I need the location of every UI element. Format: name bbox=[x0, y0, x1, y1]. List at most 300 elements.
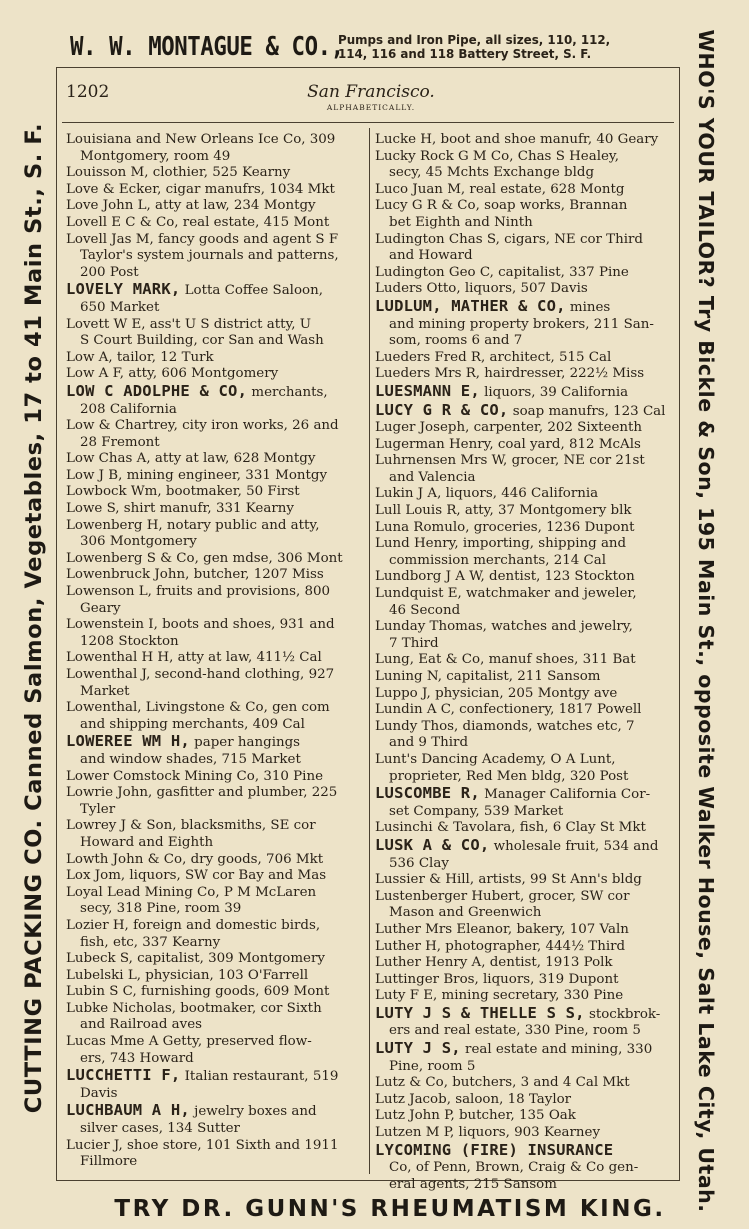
directory-entry bbox=[66, 700, 367, 733]
directory-entry bbox=[66, 584, 367, 617]
entry-first-line bbox=[66, 518, 319, 533]
entry-first-line bbox=[66, 732, 301, 751]
directory-entry bbox=[375, 922, 674, 939]
entry-text: Luco Juan M, real estate, 628 Montg bbox=[375, 181, 625, 197]
entry-first-line bbox=[66, 451, 315, 466]
directory-entry bbox=[66, 383, 367, 418]
entry-first-line bbox=[66, 1138, 338, 1153]
entry-bold-name: LYCOMING (FIRE) INSURANCE bbox=[375, 1140, 614, 1159]
entry-text: Luders Otto, liquors, 507 Davis bbox=[375, 281, 588, 297]
entry-text: Lunt's Dancing Academy, O A Lunt, bbox=[375, 751, 616, 767]
directory-entry bbox=[66, 769, 367, 786]
directory-entry bbox=[66, 501, 367, 518]
page-header bbox=[66, 82, 676, 122]
page-number: 1202 bbox=[66, 82, 110, 102]
entry-first-line bbox=[66, 584, 330, 599]
directory-entry bbox=[375, 785, 674, 820]
entry-first-line bbox=[66, 617, 335, 632]
directory-entry bbox=[66, 451, 367, 468]
directory-entry bbox=[375, 972, 674, 989]
entry-text: Lox Jom, liquors, SW cor Bay and Mas bbox=[66, 868, 327, 884]
entry-text: Luger Joseph, carpenter, 202 Sixteenth bbox=[375, 420, 643, 436]
directory-entry bbox=[66, 617, 367, 650]
directory-entry bbox=[375, 198, 674, 231]
directory-entry bbox=[66, 1102, 367, 1137]
entry-text: Lowenson L, fruits and provisions, 800 bbox=[66, 584, 331, 600]
entry-continuation-line: silver cases, 134 Sutter bbox=[80, 1121, 240, 1137]
entry-first-line bbox=[66, 567, 324, 582]
entry-first-line bbox=[66, 317, 311, 332]
entry-first-line bbox=[375, 1125, 600, 1140]
entry-first-line bbox=[66, 501, 294, 516]
entry-continuation-line: bet Eighth and Ninth bbox=[389, 214, 533, 230]
entry-text: Love & Ecker, cigar manufrs, 1034 Mkt bbox=[66, 181, 335, 197]
entry-text: Lucky Rock G M Co, Chas S Healey, bbox=[375, 148, 619, 164]
directory-entry bbox=[375, 486, 674, 503]
entry-first-line bbox=[375, 1140, 614, 1159]
directory-entry bbox=[375, 889, 674, 922]
entry-continuation-line: 1208 Stockton bbox=[80, 633, 179, 649]
entry-continuation-line: Howard and Eighth bbox=[80, 834, 214, 850]
directory-entry bbox=[66, 215, 367, 232]
directory-entry bbox=[375, 586, 674, 619]
entry-text: Lotta Coffee Saloon, bbox=[180, 283, 323, 299]
entry-first-line bbox=[375, 569, 635, 584]
directory-entry bbox=[66, 918, 367, 951]
entry-first-line bbox=[375, 1039, 653, 1058]
entry-text: Low Chas A, atty at law, 628 Montgy bbox=[66, 451, 316, 467]
directory-entry bbox=[375, 1092, 674, 1109]
entry-text: Manager California Cor- bbox=[479, 787, 651, 803]
entry-first-line bbox=[66, 484, 300, 499]
entry-first-line bbox=[375, 366, 644, 381]
directory-entry bbox=[375, 265, 674, 282]
directory-entry bbox=[375, 383, 674, 402]
entry-text: Lucas Mme A Getty, preserved flow- bbox=[66, 1034, 312, 1050]
right-margin-ad-text: WHO'S YOUR TAILOR? Try Bickle & Son, 195 Main St., opposite Walker House, Salt Lake City, Utah. bbox=[694, 29, 718, 1213]
directory-entry bbox=[375, 232, 674, 265]
entry-first-line bbox=[66, 918, 320, 933]
entry-text: Lucy G R & Co, soap works, Brannan bbox=[375, 198, 628, 214]
entry-first-line bbox=[375, 281, 588, 296]
entry-text: Lucier J, shoe store, 101 Sixth and 1911 bbox=[66, 1137, 339, 1153]
entry-continuation-line: 536 Clay bbox=[389, 855, 449, 871]
directory-entry bbox=[375, 420, 674, 437]
entry-text: Luning N, capitalist, 211 Sansom bbox=[375, 669, 601, 684]
directory-entry bbox=[375, 872, 674, 889]
entry-first-line bbox=[66, 1001, 322, 1016]
entry-text: Lowenthal, Livingstone & Co, gen com bbox=[66, 700, 330, 716]
entry-first-line bbox=[66, 785, 337, 800]
entry-continuation-line: Tyler bbox=[80, 801, 116, 817]
entry-text: Lowbock Wm, bootmaker, 50 First bbox=[66, 484, 300, 500]
entry-first-line bbox=[375, 296, 611, 315]
entry-first-line bbox=[375, 265, 629, 280]
directory-entry bbox=[66, 852, 367, 869]
entry-first-line bbox=[66, 769, 323, 784]
entry-text: Lutz Jacob, saloon, 18 Taylor bbox=[375, 1091, 572, 1107]
entry-continuation-line: Taylor's system journals and patterns, bbox=[80, 248, 339, 264]
entry-first-line bbox=[375, 939, 625, 954]
entry-first-line bbox=[375, 835, 659, 854]
directory-entry bbox=[66, 650, 367, 667]
entry-text: Ludington Geo C, capitalist, 337 Pine bbox=[375, 264, 629, 280]
directory-entry bbox=[66, 667, 367, 700]
entry-continuation-line: Fillmore bbox=[80, 1154, 138, 1170]
entry-first-line bbox=[66, 868, 326, 883]
entry-continuation-line: set Company, 539 Market bbox=[389, 803, 564, 819]
entry-continuation-line: proprieter, Red Men bldg, 320 Post bbox=[389, 768, 629, 784]
directory-entry bbox=[66, 567, 367, 584]
directory-entry bbox=[66, 198, 367, 215]
entry-first-line bbox=[375, 453, 645, 468]
entry-first-line bbox=[375, 955, 613, 970]
entry-text: Lubke Nicholas, bootmaker, cor Sixth bbox=[66, 1000, 322, 1016]
directory-entry bbox=[375, 955, 674, 972]
directory-entry bbox=[66, 350, 367, 367]
directory-entry bbox=[66, 1034, 367, 1067]
directory-entry bbox=[375, 281, 674, 298]
directory-entry bbox=[375, 520, 674, 537]
header-rule bbox=[62, 122, 674, 123]
entry-first-line bbox=[375, 872, 642, 887]
entry-first-line bbox=[375, 972, 618, 987]
entry-continuation-line: 650 Market bbox=[80, 299, 160, 315]
entry-text: Lowenbruck John, butcher, 1207 Miss bbox=[66, 567, 324, 583]
entry-first-line bbox=[66, 1034, 312, 1049]
entry-first-line bbox=[375, 486, 598, 501]
entry-bold-name: LUESMANN E, bbox=[375, 381, 480, 400]
directory-entry bbox=[375, 453, 674, 486]
entry-bold-name: LOW C ADOLPHE & CO, bbox=[66, 381, 248, 400]
entry-first-line bbox=[66, 165, 290, 180]
directory-entry bbox=[375, 536, 674, 569]
page-city: San Francisco. bbox=[307, 82, 435, 102]
entry-continuation-line: commission merchants, 214 Cal bbox=[389, 552, 607, 568]
entry-continuation-line: fish, etc, 337 Kearny bbox=[80, 934, 221, 950]
directory-entry bbox=[66, 785, 367, 818]
directory-entry bbox=[66, 468, 367, 485]
entry-continuation-line: and Valencia bbox=[389, 469, 476, 485]
entry-text: Lowenberg S & Co, gen mdse, 306 Mont bbox=[66, 550, 343, 566]
entry-text: Lowrey J & Son, blacksmiths, SE cor bbox=[66, 818, 316, 834]
entry-first-line bbox=[375, 586, 637, 601]
entry-first-line bbox=[66, 1066, 339, 1085]
entry-text: Low & Chartrey, city iron works, 26 and bbox=[66, 418, 339, 434]
entry-first-line bbox=[375, 686, 617, 701]
top-ad-line1: Pumps and Iron Pipe, all sizes, 110, 112, bbox=[338, 32, 611, 47]
directory-entry bbox=[66, 484, 367, 501]
directory-entry bbox=[375, 298, 674, 350]
entry-first-line bbox=[66, 182, 335, 197]
directory-entry bbox=[375, 182, 674, 199]
entry-continuation-line: Mason and Greenwich bbox=[389, 905, 542, 921]
entry-first-line bbox=[66, 667, 334, 682]
directory-entry bbox=[66, 818, 367, 851]
entry-text: Lung, Eat & Co, manuf shoes, 311 Bat bbox=[375, 652, 636, 668]
entry-text: Lull Louis R, atty, 37 Montgomery blk bbox=[375, 503, 632, 519]
entry-first-line bbox=[375, 132, 658, 147]
entry-text: Lundquist E, watchmaker and jeweler, bbox=[375, 586, 637, 602]
directory-entry bbox=[66, 182, 367, 199]
entry-first-line bbox=[375, 1108, 576, 1123]
directory-entry bbox=[375, 686, 674, 703]
entry-text: Lund Henry, importing, shipping and bbox=[375, 536, 627, 552]
entry-first-line bbox=[66, 280, 323, 299]
entry-text: Lubeck S, capitalist, 309 Montgomery bbox=[66, 951, 325, 967]
directory-entry bbox=[375, 1108, 674, 1125]
directory-entry bbox=[375, 149, 674, 182]
directory-entry bbox=[66, 968, 367, 985]
right-margin-advertisement bbox=[688, 29, 728, 1213]
entry-text: Lubelski L, physician, 103 O'Farrell bbox=[66, 967, 309, 983]
entry-text: Lowrie John, gasfitter and plumber, 225 bbox=[66, 785, 338, 801]
entry-continuation-line: and Railroad aves bbox=[80, 1017, 202, 1033]
entry-first-line bbox=[66, 381, 328, 400]
directory-entry bbox=[375, 719, 674, 752]
entry-first-line bbox=[66, 132, 335, 147]
entry-text: Lowe S, shirt manufr, 331 Kearny bbox=[66, 501, 294, 517]
entry-text: jewelry boxes and bbox=[189, 1104, 317, 1120]
entry-continuation-line: som, rooms 6 and 7 bbox=[389, 333, 523, 349]
entry-text: Luttinger Bros, liquors, 319 Dupont bbox=[375, 971, 619, 987]
entry-first-line bbox=[375, 752, 616, 767]
directory-entry bbox=[375, 503, 674, 520]
entry-text: Luther Mrs Eleanor, bakery, 107 Valn bbox=[375, 921, 629, 937]
entry-first-line bbox=[375, 719, 635, 734]
directory-entry bbox=[66, 317, 367, 350]
entry-text: Louisson M, clothier, 525 Kearny bbox=[66, 165, 291, 181]
entry-first-line bbox=[66, 700, 330, 715]
entry-bold-name: LUCY G R & CO, bbox=[375, 400, 509, 419]
directory-entry bbox=[66, 418, 367, 451]
entry-first-line bbox=[375, 350, 611, 365]
directory-entry bbox=[375, 652, 674, 669]
entry-first-line bbox=[375, 1092, 571, 1107]
entry-first-line bbox=[375, 437, 641, 452]
column-divider bbox=[369, 128, 370, 1174]
entry-first-line bbox=[66, 350, 214, 365]
entry-continuation-line: and window shades, 715 Market bbox=[80, 751, 301, 767]
entry-first-line bbox=[375, 652, 636, 667]
entry-text: Lutz John P, butcher, 135 Oak bbox=[375, 1108, 576, 1124]
entry-text: Lussier & Hill, artists, 99 St Ann's bldg bbox=[375, 872, 642, 888]
directory-entry bbox=[375, 569, 674, 586]
entry-first-line bbox=[66, 468, 327, 483]
entry-continuation-line: Market bbox=[80, 683, 130, 699]
entry-text: Lovell E C & Co, real estate, 415 Mont bbox=[66, 214, 330, 230]
entry-bold-name: LUCHBAUM A H, bbox=[66, 1101, 190, 1120]
entry-text: Louisiana and New Orleans Ice Co, 309 bbox=[66, 132, 336, 147]
entry-text: Low J B, mining engineer, 331 Montgy bbox=[66, 467, 328, 483]
entry-continuation-line: 28 Fremont bbox=[80, 434, 160, 450]
entry-continuation-line: 306 Montgomery bbox=[80, 534, 197, 550]
entry-text: Lubin S C, furnishing goods, 609 Mont bbox=[66, 984, 330, 1000]
directory-entry bbox=[375, 1142, 674, 1194]
directory-entry bbox=[375, 820, 674, 837]
entry-first-line bbox=[375, 820, 646, 835]
directory-entry bbox=[375, 1005, 674, 1040]
entry-text: Lunday Thomas, watches and jewelry, bbox=[375, 619, 633, 635]
directory-entry bbox=[375, 132, 674, 149]
entry-text: Low A, tailor, 12 Turk bbox=[66, 349, 214, 365]
entry-continuation-line: Pine, room 5 bbox=[389, 1058, 476, 1074]
directory-entry bbox=[375, 350, 674, 367]
entry-text: Lowenthal J, second-hand clothing, 927 bbox=[66, 667, 335, 682]
entry-first-line bbox=[66, 968, 308, 983]
entry-first-line bbox=[66, 366, 278, 381]
directory-entry bbox=[66, 518, 367, 551]
page-subtitle: ALPHABETICALLY. bbox=[326, 103, 416, 112]
entry-text: Luty F E, mining secretary, 330 Pine bbox=[375, 988, 624, 1004]
entry-first-line bbox=[375, 182, 624, 197]
directory-entry bbox=[375, 1125, 674, 1142]
directory-entry bbox=[66, 885, 367, 918]
entry-text: real estate and mining, 330 bbox=[460, 1042, 653, 1058]
left-margin-advertisement bbox=[14, 68, 54, 1168]
directory-entry bbox=[375, 702, 674, 719]
entry-text: Low A F, atty, 606 Montgomery bbox=[66, 366, 279, 382]
directory-entry bbox=[375, 437, 674, 454]
directory-entry bbox=[66, 1067, 367, 1102]
entry-text: mines bbox=[565, 299, 611, 315]
entry-text: Italian restaurant, 519 bbox=[180, 1069, 339, 1085]
entry-text: Lutzen M P, liquors, 903 Kearney bbox=[375, 1125, 601, 1141]
directory-entry bbox=[375, 752, 674, 785]
directory-entry bbox=[66, 165, 367, 182]
entry-continuation-line: eral agents, 215 Sansom bbox=[389, 1176, 557, 1192]
directory-entry bbox=[66, 1138, 367, 1171]
entry-continuation-line: S Court Building, cor San and Wash bbox=[80, 333, 324, 349]
entry-text: Luther Henry A, dentist, 1913 Polk bbox=[375, 955, 613, 971]
entry-continuation-line: ers, 743 Howard bbox=[80, 1050, 194, 1066]
entry-first-line bbox=[375, 889, 630, 904]
entry-bold-name: LUTY J S, bbox=[375, 1039, 461, 1058]
entry-continuation-line: ers and real estate, 330 Pine, room 5 bbox=[389, 1023, 641, 1039]
top-ad-firm: W. W. MONTAGUE & CO., bbox=[70, 32, 344, 62]
directory-entry bbox=[66, 868, 367, 885]
entry-bold-name: LOWEREE WM H, bbox=[66, 732, 190, 751]
entry-text: Lowenstein I, boots and shoes, 931 and bbox=[66, 617, 335, 633]
entry-text: merchants, bbox=[247, 384, 328, 400]
entry-first-line bbox=[375, 381, 629, 400]
left-column bbox=[66, 132, 367, 1171]
entry-bold-name: LUDLUM, MATHER & CO, bbox=[375, 296, 566, 315]
entry-continuation-line: secy, 318 Pine, room 39 bbox=[80, 901, 242, 917]
entry-text: Luhrnensen Mrs W, grocer, NE cor 21st bbox=[375, 453, 645, 469]
entry-first-line bbox=[66, 818, 316, 833]
entry-continuation-line: and shipping merchants, 409 Cal bbox=[80, 716, 305, 732]
entry-first-line bbox=[375, 784, 651, 803]
entry-text: soap manufrs, 123 Cal bbox=[508, 403, 666, 419]
entry-first-line bbox=[66, 215, 329, 230]
directory-entry bbox=[375, 1040, 674, 1075]
entry-first-line bbox=[375, 520, 635, 535]
entry-text: Lukin J A, liquors, 446 California bbox=[375, 486, 599, 502]
directory-entry bbox=[66, 366, 367, 383]
entry-first-line bbox=[375, 400, 666, 419]
directory-entry bbox=[66, 281, 367, 316]
right-column bbox=[375, 132, 674, 1193]
directory-entry bbox=[66, 551, 367, 568]
entry-first-line bbox=[375, 198, 627, 213]
entry-text: Lusinchi & Tavolara, fish, 6 Clay St Mkt bbox=[375, 820, 646, 836]
directory-entry bbox=[375, 837, 674, 872]
entry-text: Lozier H, foreign and domestic birds, bbox=[66, 917, 321, 933]
directory-entry bbox=[375, 988, 674, 1005]
entry-text: Lucke H, boot and shoe manufr, 40 Geary bbox=[375, 132, 659, 147]
entry-first-line bbox=[66, 232, 338, 247]
entry-first-line bbox=[375, 149, 619, 164]
entry-continuation-line: Davis bbox=[80, 1085, 118, 1101]
directory-entry bbox=[375, 939, 674, 956]
entry-text: Lugerman Henry, coal yard, 812 McAls bbox=[375, 436, 641, 452]
entry-text: Lundborg J A W, dentist, 123 Stockton bbox=[375, 569, 635, 585]
entry-continuation-line: Co, of Penn, Brown, Craig & Co gen- bbox=[389, 1160, 639, 1176]
entry-text: liquors, 39 California bbox=[479, 384, 629, 400]
entry-text: Lovell Jas M, fancy goods and agent S F bbox=[66, 231, 339, 247]
entry-bold-name: LUSCOMBE R, bbox=[375, 784, 480, 803]
directory-entry bbox=[375, 402, 674, 421]
entry-first-line bbox=[66, 418, 339, 433]
entry-bold-name: LUCCHETTI F, bbox=[66, 1066, 181, 1085]
entry-first-line bbox=[375, 503, 632, 518]
entry-continuation-line: 208 California bbox=[80, 401, 177, 417]
left-margin-ad-text: CUTTING PACKING CO. Canned Salmon, Vegetables, 17 to 41 Main St., S. F. bbox=[21, 122, 47, 1114]
entry-first-line bbox=[375, 619, 633, 634]
entry-first-line bbox=[375, 536, 626, 551]
entry-first-line bbox=[375, 702, 641, 717]
entry-text: Lueders Mrs R, hairdresser, 222½ Miss bbox=[375, 366, 645, 382]
directory-entry bbox=[66, 1001, 367, 1034]
entry-text: Love John L, atty at law, 234 Montgy bbox=[66, 198, 316, 214]
entry-text: Lustenberger Hubert, grocer, SW cor bbox=[375, 888, 630, 904]
entry-first-line bbox=[66, 951, 325, 966]
directory-entry bbox=[66, 951, 367, 968]
entry-first-line bbox=[66, 852, 323, 867]
entry-continuation-line: 46 Second bbox=[389, 602, 461, 618]
entry-text: Ludington Chas S, cigars, NE cor Third bbox=[375, 231, 643, 247]
entry-continuation-line: and 9 Third bbox=[389, 735, 469, 751]
entry-bold-name: LUTY J S & THELLE S S, bbox=[375, 1003, 585, 1022]
entry-text: Luther H, photographer, 444½ Third bbox=[375, 938, 626, 954]
directory-entry bbox=[66, 132, 367, 165]
entry-first-line bbox=[66, 885, 316, 900]
entry-text: Lower Comstock Mining Co, 310 Pine bbox=[66, 768, 324, 784]
entry-first-line bbox=[375, 1003, 661, 1022]
entry-text: Lovett W E, ass't U S district atty, U bbox=[66, 316, 312, 332]
entry-bold-name: LOVELY MARK, bbox=[66, 280, 181, 299]
entry-first-line bbox=[375, 420, 642, 435]
entry-text: Lowenberg H, notary public and atty, bbox=[66, 517, 320, 533]
entry-text: Lowenthal H H, atty at law, 411½ Cal bbox=[66, 650, 322, 666]
entry-continuation-line: and Howard bbox=[389, 248, 473, 264]
top-advertisement bbox=[70, 30, 710, 68]
top-ad-tagline bbox=[338, 33, 749, 61]
entry-first-line bbox=[66, 198, 316, 213]
entry-text: Lueders Fred R, architect, 515 Cal bbox=[375, 349, 612, 365]
entry-text: Lutz & Co, butchers, 3 and 4 Cal Mkt bbox=[375, 1075, 630, 1091]
directory-entry bbox=[375, 669, 674, 686]
directory-entry bbox=[375, 366, 674, 383]
entry-first-line bbox=[375, 669, 601, 684]
entry-first-line bbox=[66, 1101, 317, 1120]
directory-entry bbox=[66, 232, 367, 282]
entry-first-line bbox=[66, 984, 329, 999]
directory-entry bbox=[375, 1075, 674, 1092]
entry-continuation-line: secy, 45 Mchts Exchange bldg bbox=[389, 165, 595, 181]
entry-text: Lundy Thos, diamonds, watches etc, 7 bbox=[375, 718, 635, 734]
